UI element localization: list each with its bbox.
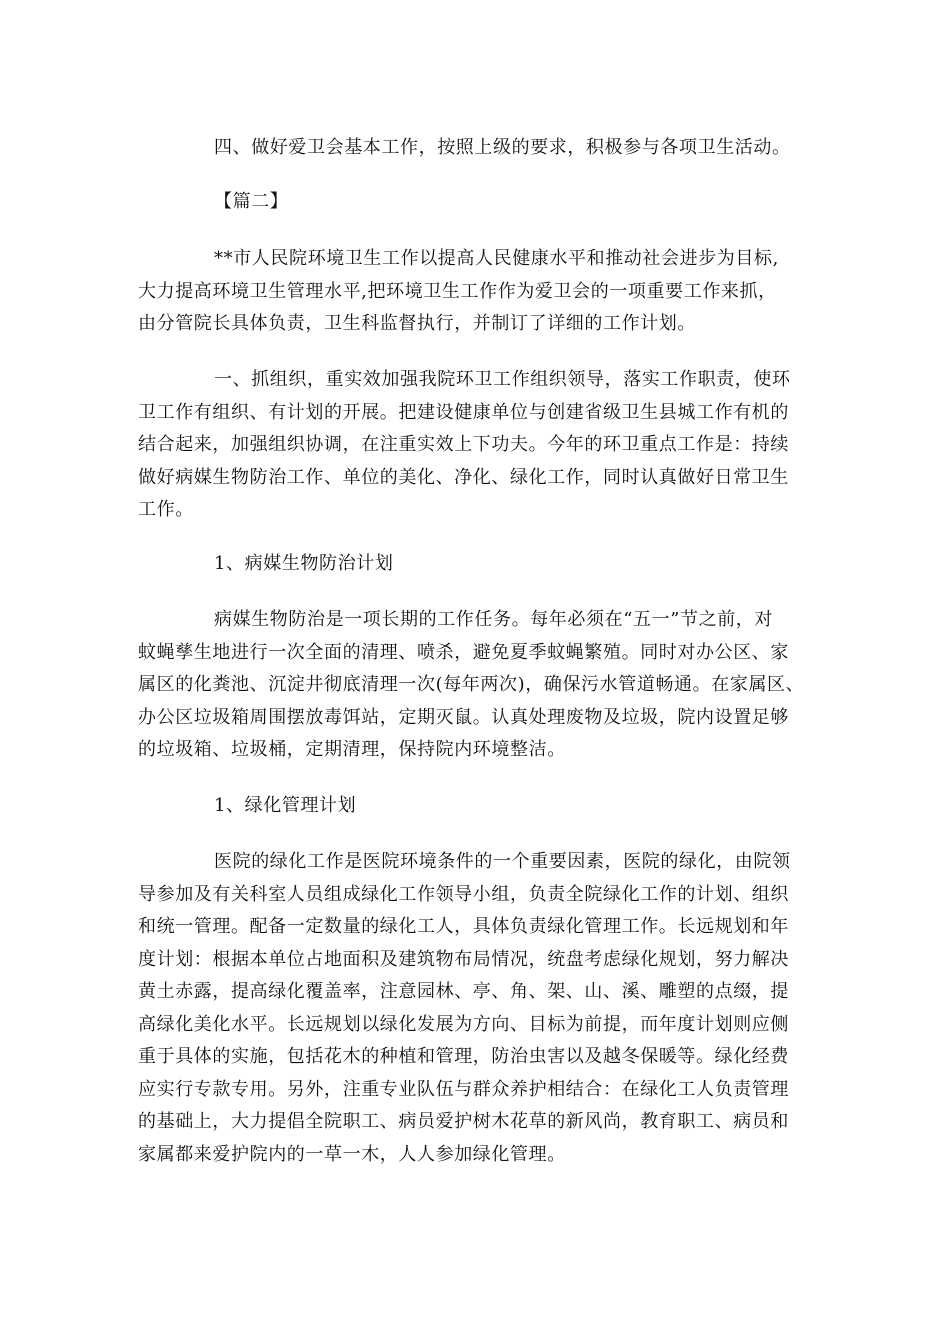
text-line: 应实行专款专用。另外，注重专业队伍与群众养护相结合：在绿化工人负责管理: [138, 1078, 789, 1100]
text-line: 属区的化粪池、沉淀井彻底清理一次(每年两次)，确保污水管道畅通。在家属区、: [138, 674, 805, 695]
paragraph-organization: [138, 364, 818, 527]
subheading-vector-control: [138, 548, 818, 581]
text-line: 家属都来爱护院内的一草一木，人人参加绿化管理。: [138, 1143, 566, 1165]
text-line: 一、抓组织，重实效加强我院环卫工作组织领导，落实工作职责，使环: [214, 369, 791, 390]
text-line: 医院的绿化工作是医院环境条件的一个重要因素，医院的绿化，由院领: [214, 851, 791, 872]
text-line: **市人民院环境卫生工作以提高人民健康水平和推动社会进步为目标,: [214, 248, 779, 269]
text-line: 四、做好爱卫会基本工作，按照上级的要求，积极参与各项卫生活动。: [214, 137, 791, 158]
subheading-greening: [138, 790, 818, 823]
text-line: 度计划：根据本单位占地面积及建筑物布局情况，统盘考虑绿化规划，努力解决: [138, 948, 789, 970]
text-line: 的垃圾箱、垃圾桶，定期清理，保持院内环境整洁。: [138, 739, 566, 760]
paragraph-intro: [138, 243, 818, 341]
text-line: 和统一管理。配备一定数量的绿化工人，具体负责绿化管理工作。长远规划和年: [138, 916, 789, 937]
text-line: 的基础上，大力提倡全院职工、病员爱护树木花草的新风尚，教育职工、病员和: [138, 1111, 789, 1132]
text-line: 工作。: [138, 499, 194, 520]
paragraph-4-basic-work: [138, 132, 818, 165]
paragraph-vector-control: [138, 604, 818, 767]
section-heading-part-two: [138, 186, 818, 219]
text-line: 由分管院长具体负责，卫生科监督执行，并制订了详细的工作计划。: [138, 313, 696, 334]
text-line: 大力提高环境卫生管理水平,把环境卫生工作作为爱卫会的一项重要工作来抓，: [138, 280, 777, 302]
text-line: 重于具体的实施，包括花木的种植和管理，防治虫害以及越冬保暖等。绿化经费: [138, 1046, 789, 1067]
text-line: 病媒生物防治是一项长期的工作任务。每年必须在“五一”节之前，对: [214, 609, 774, 630]
text-line: 【篇二】: [214, 191, 289, 212]
text-line: 办公区垃圾箱周围摆放毒饵站，定期灭鼠。认真处理废物及垃圾，院内设置足够: [138, 706, 789, 728]
text-line: 高绿化美化水平。长远规划以绿化发展为方向、目标为前提，而年度计划则应侧: [138, 1013, 789, 1035]
text-line: 1、绿化管理计划: [214, 795, 357, 816]
text-line: 做好病媒生物防治工作、单位的美化、净化、绿化工作，同时认真做好日常卫生: [138, 466, 789, 488]
text-line: 1、病媒生物防治计划: [214, 553, 394, 574]
paragraph-greening: [138, 846, 818, 1171]
text-line: 结合起来，加强组织协调，在注重实效上下功夫。今年的环卫重点工作是：持续: [138, 434, 789, 455]
text-line: 导参加及有关科室人员组成绿化工作领导小组，负责全院绿化工作的计划、组织: [138, 883, 789, 905]
text-line: 蚊蝇孳生地进行一次全面的清理、喷杀，避免夏季蚊蝇繁殖。同时对办公区、家: [138, 641, 789, 663]
text-line: 黄土赤露，提高绿化覆盖率，注意园林、亭、角、架、山、溪、雕塑的点缀，提: [138, 981, 789, 1002]
text-line: 卫工作有组织、有计划的开展。把建设健康单位与创建省级卫生县城工作有机的: [138, 401, 789, 423]
